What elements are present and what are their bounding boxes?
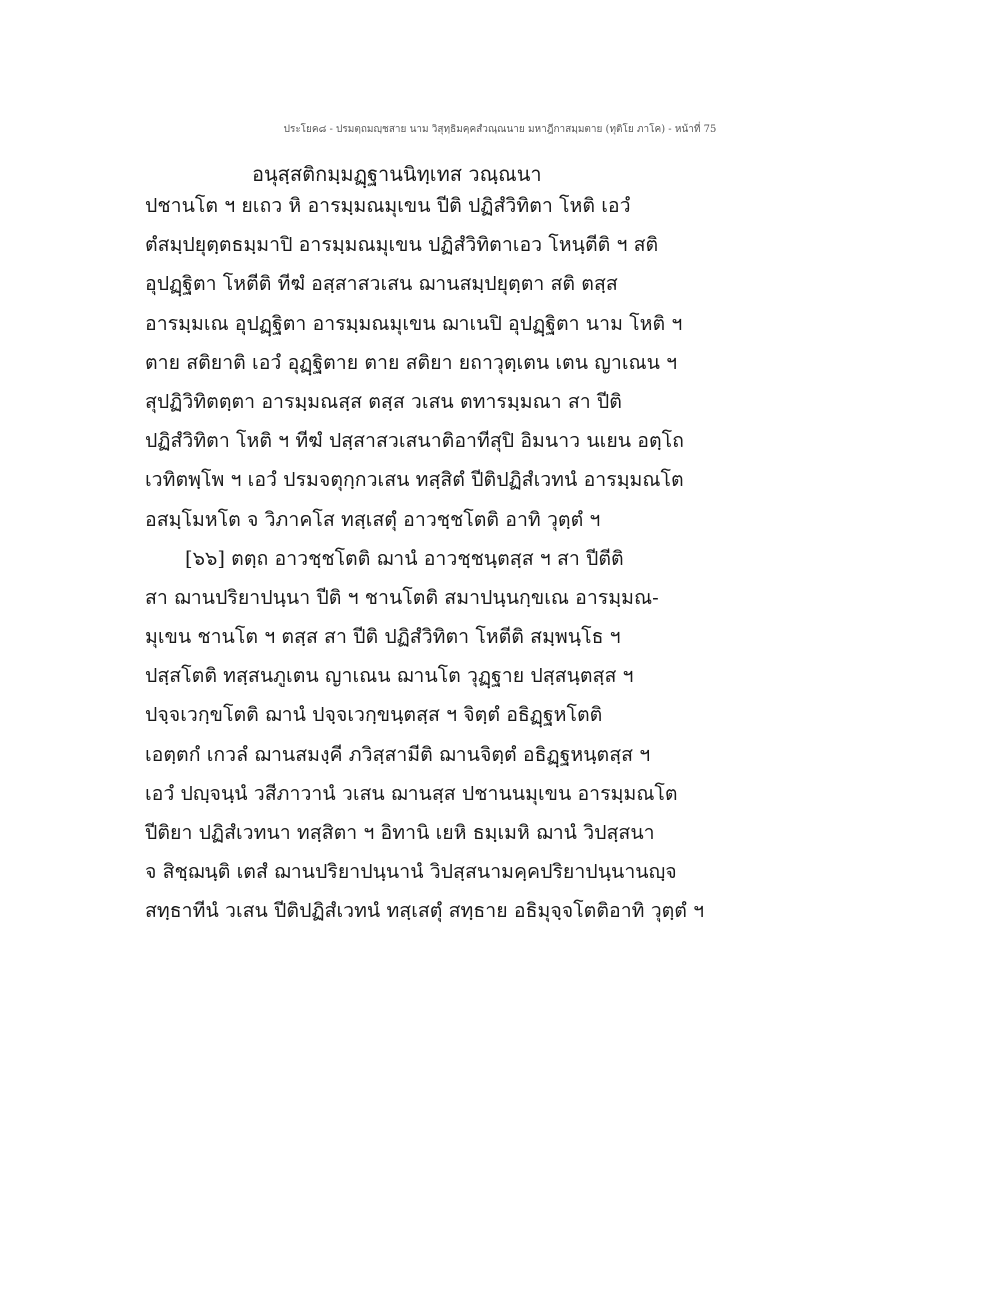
text-line: ปชานโต ฯ ยเถว หิ อารมฺมณมุเขน ปีติ ปฏิสํวิทิตา โหติ เอวํ	[145, 194, 631, 217]
text-line: อสมฺโมหโต จ วิภาคโส ทสฺเสตุํ อาวชฺชโตติ อาทิ วุตฺตํ ฯ	[145, 507, 601, 531]
text-line: [๖๖] ตตฺถ อาวชฺชโตติ ฌานํ อาวชฺชนฺตสฺส ฯ สา ปีตีติ	[185, 546, 624, 570]
text-line: เวทิตพฺโพ ฯ เอวํ ปรมจตุกฺกวเสน ทสฺสิตํ ปีติปฏิสํเวทนํ อารมฺมณโต	[145, 468, 684, 492]
text-line: สา ฌานปริยาปนฺนา ปีติ ฯ ชานโตติ สมาปนฺนกฺขเณ อารมฺมณ-	[145, 585, 659, 609]
text-line: สุปฏิวิทิตตฺตา อารมฺมณสฺส ตสฺส วเสน ตทารมฺมณา สา ปีติ	[145, 389, 622, 413]
text-line: ตํสมฺปยุตฺตธมฺมาปิ อารมฺมณมุเขน ปฏิสํวิทิตาเอว โหนฺตีติ ฯ สติ	[145, 233, 659, 257]
text-line: อารมฺมเณ อุปฏฺฐิตา อารมฺมณมุเขน ฌาเนปิ อุปฏฺฐิตา นาม โหติ ฯ	[145, 311, 683, 335]
text-line: เอตฺตกํ เกวลํ ฌานสมงฺคี ภวิสฺสามีติ ฌานจิตฺตํ อธิฏฺฐหนฺตสฺส ฯ	[145, 742, 651, 766]
text-line: จ สิชฺฌนฺติ เตสํ ฌานปริยาปนฺนานํ วิปสฺสนามคฺคปริยาปนฺนานญฺจ	[145, 860, 677, 884]
paragraph-1	[145, 186, 705, 539]
text-line: ปฏิสํวิทิตา โหติ ฯ ทีฆํ ปสฺสาสวเสนาติอาทีสุปิ อิมนาว นเยน อตฺโถ	[145, 429, 684, 453]
section-title: อนุสฺสติกมฺมฏฺฐานนิทฺเทส วณฺณนา	[252, 162, 542, 186]
text-line: ปจฺจเวกฺขโตติ ฌานํ ปจฺจเวกฺขนฺตสฺส ฯ จิตฺตํ อธิฏฺฐหโตติ	[145, 703, 603, 727]
text-line: มุเขน ชานโต ฯ ตสฺส สา ปีติ ปฏิสํวิทิตา โหตีติ สมฺพนฺโธ ฯ	[145, 625, 621, 649]
text-line: สทฺธาทีนํ วเสน ปีติปฏิสํเวทนํ ทสฺเสตุํ สทฺธาย อธิมุจฺจโตติอาทิ วุตฺตํ ฯ	[145, 899, 705, 923]
text-line: อุปฏฺฐิตา โหตีติ ทีฆํ อสฺสาสวเสน ฌานสมฺปยุตฺตา สติ ตสฺส	[145, 272, 618, 296]
text-line: เอวํ ปญฺจนฺนํ วสีภาวานํ วเสน ฌานสฺส ปชานนมุเขน อารมฺมณโต	[145, 781, 678, 805]
text-line: ปีติยา ปฏิสํเวทนา ทสฺสิตา ฯ อิทานิ เยหิ ธมฺเมหิ ฌานํ วิปสฺสนา	[145, 821, 655, 844]
paragraph-2	[145, 539, 705, 931]
text-line: ตาย สติยาติ เอวํ อุฏฺฐิตาย ตาย สติยา ยถาวุตฺเตน เตน ญาเณน ฯ	[145, 350, 678, 374]
body-text	[145, 186, 705, 931]
page-header: ประโยค๘ - ปรมตฺถมญฺชสาย นาม วิสุทฺธิมคฺคสํวณฺณนาย มหาฎีกาสมฺมตาย (ทุติโย ภาโค) - หน้าที่ 75	[283, 124, 717, 135]
text-line: ปสฺสโตติ ทสฺสนภูเตน ญาเณน ฌานโต วุฏฺฐาย ปสฺสนฺตสฺส ฯ	[145, 664, 634, 688]
